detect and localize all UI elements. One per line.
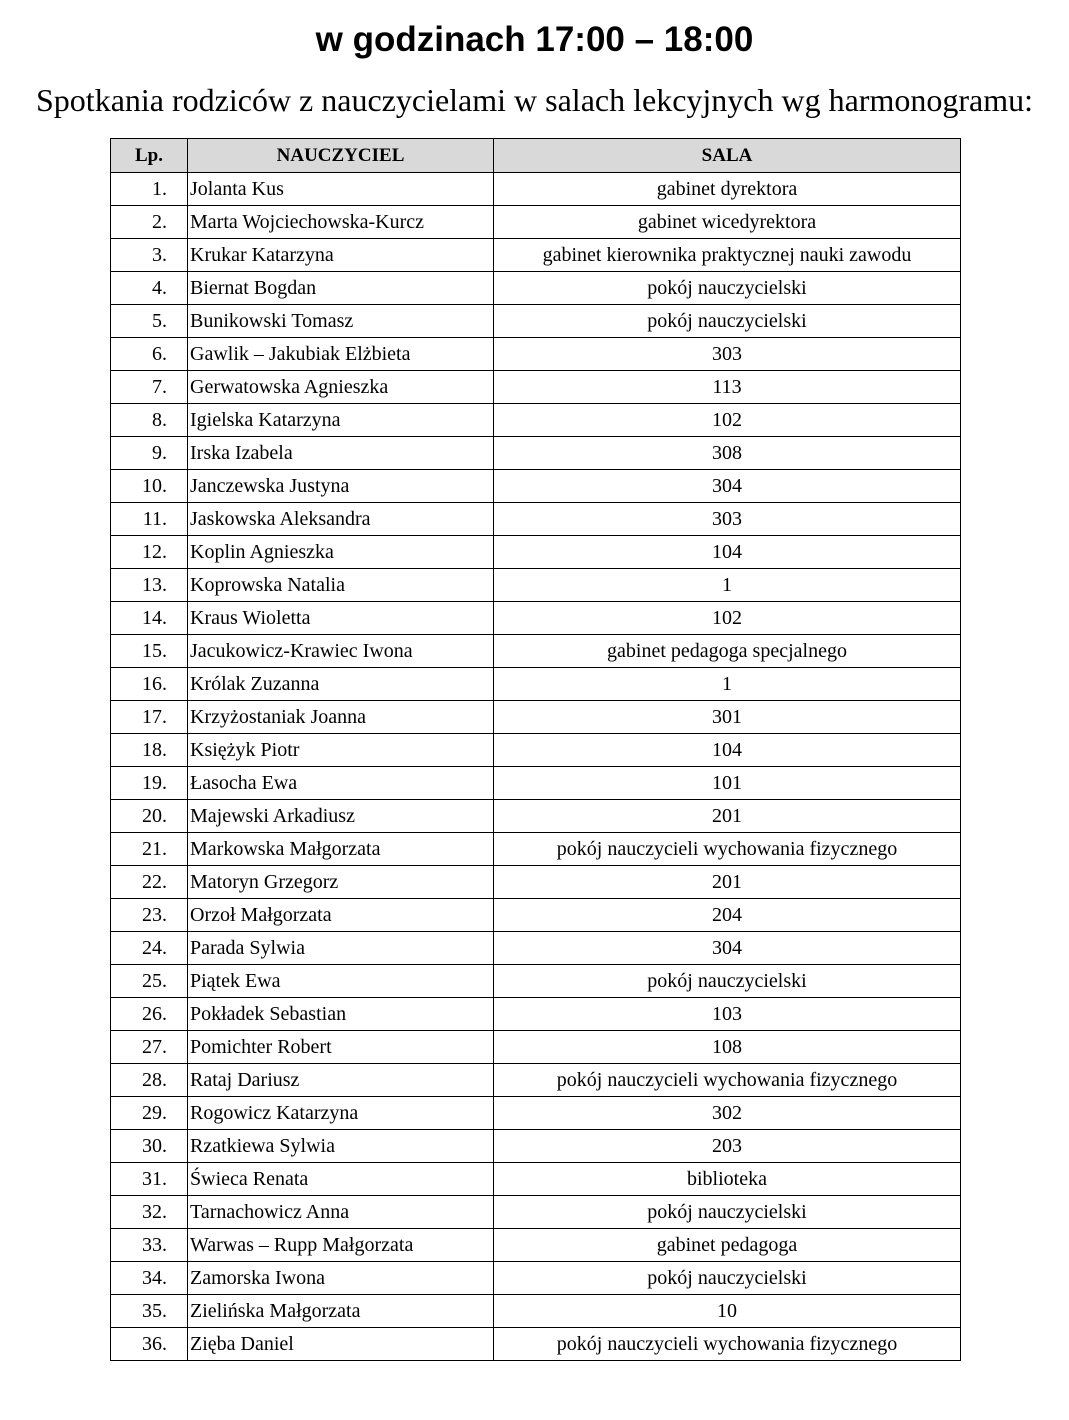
room-name: 201 [494, 866, 961, 899]
teacher-name: Janczewska Justyna [188, 470, 494, 503]
row-number: 7. [111, 371, 188, 404]
teacher-name: Koprowska Natalia [188, 569, 494, 602]
row-number: 20. [111, 800, 188, 833]
row-number: 16. [111, 668, 188, 701]
row-number: 11. [111, 503, 188, 536]
room-name: 108 [494, 1031, 961, 1064]
table-row [111, 173, 961, 206]
table-row [111, 635, 961, 668]
teacher-name: Markowska Małgorzata [188, 833, 494, 866]
table-row [111, 1328, 961, 1361]
teacher-name: Zięba Daniel [188, 1328, 494, 1361]
teacher-name: Jolanta Kus [188, 173, 494, 206]
table-row [111, 305, 961, 338]
teacher-name: Gawlik – Jakubiak Elżbieta [188, 338, 494, 371]
teacher-name: Jacukowicz-Krawiec Iwona [188, 635, 494, 668]
column-header-lp: Lp. [111, 139, 188, 173]
row-number: 25. [111, 965, 188, 998]
row-number: 22. [111, 866, 188, 899]
teacher-name: Igielska Katarzyna [188, 404, 494, 437]
row-number: 13. [111, 569, 188, 602]
row-number: 8. [111, 404, 188, 437]
table-header-row [111, 139, 961, 173]
table-row [111, 932, 961, 965]
table-row [111, 1163, 961, 1196]
teacher-name: Koplin Agnieszka [188, 536, 494, 569]
room-name: 102 [494, 602, 961, 635]
row-number: 26. [111, 998, 188, 1031]
room-name: 1 [494, 569, 961, 602]
room-name: 113 [494, 371, 961, 404]
table-row [111, 371, 961, 404]
teacher-name: Warwas – Rupp Małgorzata [188, 1229, 494, 1262]
room-name: 104 [494, 536, 961, 569]
table-header [111, 139, 961, 173]
room-name: gabinet kierownika praktycznej nauki zawodu [494, 239, 961, 272]
row-number: 19. [111, 767, 188, 800]
table-row [111, 734, 961, 767]
row-number: 35. [111, 1295, 188, 1328]
row-number: 23. [111, 899, 188, 932]
row-number: 27. [111, 1031, 188, 1064]
teacher-name: Marta Wojciechowska-Kurcz [188, 206, 494, 239]
row-number: 5. [111, 305, 188, 338]
page-subheading: Spotkania rodziców z nauczycielami w salach lekcyjnych wg harmonogramu: [36, 82, 1033, 118]
teacher-name: Tarnachowicz Anna [188, 1196, 494, 1229]
row-number: 33. [111, 1229, 188, 1262]
teacher-name: Piątek Ewa [188, 965, 494, 998]
row-number: 17. [111, 701, 188, 734]
teacher-name: Krukar Katarzyna [188, 239, 494, 272]
room-name: pokój nauczycieli wychowania fizycznego [494, 1064, 961, 1097]
table-row [111, 1097, 961, 1130]
room-name: 102 [494, 404, 961, 437]
row-number: 6. [111, 338, 188, 371]
table-row [111, 998, 961, 1031]
room-name: biblioteka [494, 1163, 961, 1196]
table-row [111, 602, 961, 635]
table-row [111, 338, 961, 371]
table-row [111, 701, 961, 734]
table-row [111, 1130, 961, 1163]
table-row [111, 404, 961, 437]
row-number: 32. [111, 1196, 188, 1229]
teacher-name: Biernat Bogdan [188, 272, 494, 305]
teacher-name: Pokładek Sebastian [188, 998, 494, 1031]
room-name: pokój nauczycieli wychowania fizycznego [494, 1328, 961, 1361]
room-name: pokój nauczycielski [494, 965, 961, 998]
room-name: 304 [494, 470, 961, 503]
row-number: 14. [111, 602, 188, 635]
table-row [111, 800, 961, 833]
table-row [111, 470, 961, 503]
row-number: 28. [111, 1064, 188, 1097]
column-header-teacher: NAUCZYCIEL [188, 139, 494, 173]
table-row [111, 206, 961, 239]
row-number: 3. [111, 239, 188, 272]
room-name: pokój nauczycielski [494, 1196, 961, 1229]
teacher-name: Pomichter Robert [188, 1031, 494, 1064]
table-row [111, 272, 961, 305]
room-name: pokój nauczycielski [494, 305, 961, 338]
teacher-name: Parada Sylwia [188, 932, 494, 965]
room-name: gabinet pedagoga [494, 1229, 961, 1262]
room-name: 201 [494, 800, 961, 833]
teacher-name: Rataj Dariusz [188, 1064, 494, 1097]
room-name: 1 [494, 668, 961, 701]
table-row [111, 965, 961, 998]
teacher-name: Krzyżostaniak Joanna [188, 701, 494, 734]
table-row [111, 899, 961, 932]
room-name: 301 [494, 701, 961, 734]
table-body [111, 173, 961, 1361]
room-name: 304 [494, 932, 961, 965]
row-number: 10. [111, 470, 188, 503]
teacher-name: Orzoł Małgorzata [188, 899, 494, 932]
room-name: 303 [494, 503, 961, 536]
room-name: pokój nauczycieli wychowania fizycznego [494, 833, 961, 866]
teacher-room-table [110, 138, 961, 1361]
teacher-name: Świeca Renata [188, 1163, 494, 1196]
row-number: 24. [111, 932, 188, 965]
room-name: 101 [494, 767, 961, 800]
column-header-room: SALA [494, 139, 961, 173]
row-number: 21. [111, 833, 188, 866]
table-row [111, 503, 961, 536]
room-name: 104 [494, 734, 961, 767]
teacher-name: Królak Zuzanna [188, 668, 494, 701]
teacher-name: Księżyk Piotr [188, 734, 494, 767]
table-row [111, 1229, 961, 1262]
teacher-name: Matoryn Grzegorz [188, 866, 494, 899]
row-number: 9. [111, 437, 188, 470]
table-row [111, 536, 961, 569]
row-number: 1. [111, 173, 188, 206]
room-name: gabinet pedagoga specjalnego [494, 635, 961, 668]
room-name: 204 [494, 899, 961, 932]
table-row [111, 1295, 961, 1328]
teacher-name: Jaskowska Aleksandra [188, 503, 494, 536]
table-row [111, 569, 961, 602]
teacher-name: Irska Izabela [188, 437, 494, 470]
row-number: 30. [111, 1130, 188, 1163]
teacher-name: Bunikowski Tomasz [188, 305, 494, 338]
teacher-name: Rogowicz Katarzyna [188, 1097, 494, 1130]
row-number: 29. [111, 1097, 188, 1130]
room-name: 103 [494, 998, 961, 1031]
row-number: 34. [111, 1262, 188, 1295]
row-number: 4. [111, 272, 188, 305]
page-heading: w godzinach 17:00 – 18:00 [315, 20, 754, 59]
room-name: pokój nauczycielski [494, 272, 961, 305]
teacher-name: Gerwatowska Agnieszka [188, 371, 494, 404]
row-number: 12. [111, 536, 188, 569]
teacher-name: Kraus Wioletta [188, 602, 494, 635]
room-name: pokój nauczycielski [494, 1262, 961, 1295]
teacher-name: Majewski Arkadiusz [188, 800, 494, 833]
room-name: gabinet wicedyrektora [494, 206, 961, 239]
table-row [111, 1262, 961, 1295]
room-name: 203 [494, 1130, 961, 1163]
row-number: 15. [111, 635, 188, 668]
row-number: 36. [111, 1328, 188, 1361]
table-row [111, 833, 961, 866]
teacher-name: Zamorska Iwona [188, 1262, 494, 1295]
room-name: 303 [494, 338, 961, 371]
table-row [111, 767, 961, 800]
row-number: 31. [111, 1163, 188, 1196]
row-number: 2. [111, 206, 188, 239]
table-row [111, 1196, 961, 1229]
room-name: gabinet dyrektora [494, 173, 961, 206]
table-row [111, 866, 961, 899]
room-name: 302 [494, 1097, 961, 1130]
room-name: 10 [494, 1295, 961, 1328]
table-row [111, 239, 961, 272]
table-row [111, 668, 961, 701]
teacher-name: Zielińska Małgorzata [188, 1295, 494, 1328]
teacher-name: Rzatkiewa Sylwia [188, 1130, 494, 1163]
room-name: 308 [494, 437, 961, 470]
table-row [111, 1064, 961, 1097]
table-row [111, 1031, 961, 1064]
table-row [111, 437, 961, 470]
row-number: 18. [111, 734, 188, 767]
teacher-name: Łasocha Ewa [188, 767, 494, 800]
